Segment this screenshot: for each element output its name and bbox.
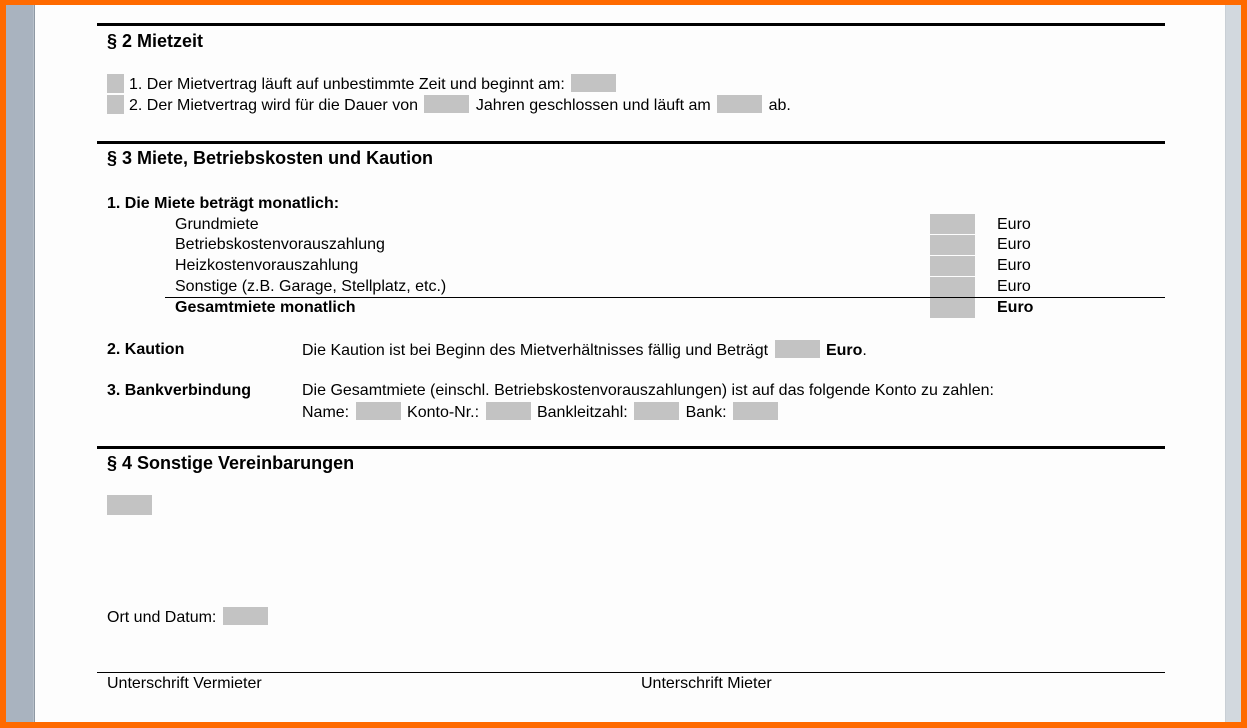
rent-item-label: Betriebskostenvorauszahlung — [175, 236, 385, 253]
signature-landlord-label: Unterschrift Vermieter — [107, 675, 262, 692]
section-3-heading: § 3 Miete, Betriebskosten und Kaution — [107, 148, 434, 168]
deposit-amount-field[interactable] — [775, 340, 820, 358]
term-option-unlimited: 1. Der Mietvertrag läuft auf unbestimmte Zeit und beginnt am: — [107, 74, 618, 95]
other-costs-field[interactable] — [930, 277, 975, 297]
currency-label-total: Euro — [997, 299, 1034, 316]
other-agreements-field[interactable] — [107, 495, 152, 515]
operating-costs-field[interactable] — [930, 235, 975, 255]
rent-item-label: Sonstige (z.B. Garage, Stellplatz, etc.) — [175, 278, 447, 295]
checkbox-unlimited[interactable] — [107, 74, 124, 93]
section-2-heading: § 2 Mietzeit — [107, 31, 204, 51]
bank-fields: Name: Konto-Nr.: Bankleitzahl: Bank: — [302, 402, 780, 423]
section-divider — [97, 23, 1165, 26]
rent-total-label: Gesamtmiete monatlich — [175, 299, 356, 316]
section-divider — [97, 446, 1165, 449]
section-4-heading: § 4 Sonstige Vereinbarungen — [107, 453, 355, 473]
total-rent-field[interactable] — [930, 298, 975, 318]
term-option-fixed: 2. Der Mietvertrag wird für die Dauer von Jahren geschlossen und läuft am ab. — [107, 95, 791, 116]
currency-label: Euro — [997, 216, 1031, 233]
place-date-row: Ort und Datum: — [107, 607, 270, 628]
place-date-field[interactable] — [223, 607, 268, 625]
signature-line — [97, 672, 1165, 673]
rent-title: 1. Die Miete beträgt monatlich: — [107, 195, 340, 212]
section-divider — [97, 141, 1165, 144]
signature-tenant-label: Unterschrift Mieter — [641, 675, 772, 692]
bank-text: Die Gesamtmiete (einschl. Betriebskostenvorauszahlungen) ist auf das folgende Konto zu zahlen: — [302, 382, 994, 399]
bank-label: 3. Bankverbindung — [107, 382, 252, 399]
deposit-text: Die Kaution ist bei Beginn des Mietverhältnisses fällig und Beträgt Euro. — [302, 342, 867, 359]
end-date-field[interactable] — [717, 95, 762, 113]
bank-name-field[interactable] — [733, 402, 778, 420]
rent-item-label: Heizkostenvorauszahlung — [175, 257, 359, 274]
start-date-field[interactable] — [571, 74, 616, 92]
checkbox-fixed[interactable] — [107, 95, 124, 114]
heating-costs-field[interactable] — [930, 256, 975, 276]
rent-item-label: Grundmiete — [175, 216, 259, 233]
currency-label: Euro — [997, 278, 1031, 295]
account-number-field[interactable] — [486, 402, 531, 420]
document-window — [6, 5, 1241, 722]
account-name-field[interactable] — [356, 402, 401, 420]
duration-years-field[interactable] — [424, 95, 469, 113]
currency-label: Euro — [997, 257, 1031, 274]
base-rent-field[interactable] — [930, 214, 975, 234]
document-page — [34, 5, 1226, 722]
bank-code-field[interactable] — [634, 402, 679, 420]
deposit-label: 2. Kaution — [107, 341, 185, 358]
currency-label: Euro — [997, 236, 1031, 253]
